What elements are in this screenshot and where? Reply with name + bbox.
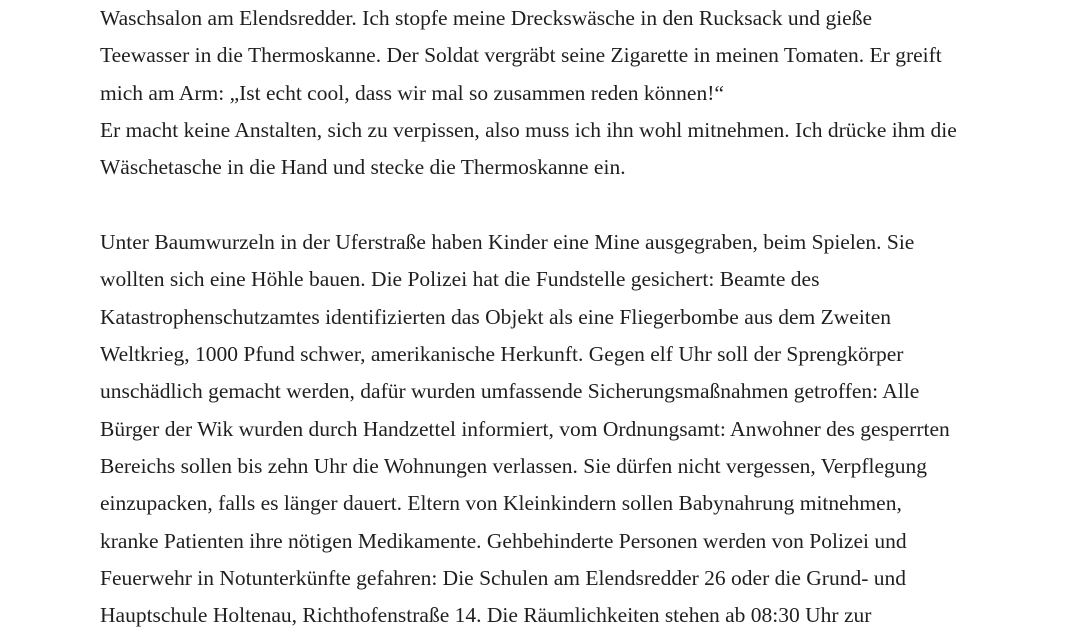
text-line: Weltkrieg, 1000 Pfund schwer, amerikanische Herkunft. Gegen elf Uhr soll der Sprengkörper — [100, 341, 904, 366]
text-line: unschädlich gemacht werden, dafür wurden umfassende Sicherungsmaßnahmen getroffen: Alle — [100, 379, 920, 404]
text-line: Bereichs sollen bis zehn Uhr die Wohnungen verlassen. Sie dürfen nicht vergessen, Verpflegung — [100, 453, 928, 478]
text-line: mich am Arm: „Ist echt cool, dass wir mal so zusammen reden können!“ — [100, 80, 724, 105]
text-line: Wäschetasche in die Hand und stecke die Thermoskanne ein. — [100, 155, 626, 180]
paragraph-2 — [100, 224, 1070, 635]
text-line: Hauptschule Holtenau, Richthofenstraße 14. Die Räumlichkeiten stehen ab 08:30 Uhr zur — [100, 603, 872, 628]
text-line: Bürger der Wik wurden durch Handzettel informiert, vom Ordnungsamt: Anwohner des gesperrten — [100, 416, 950, 441]
text-line: einzupacken, falls es länger dauert. Eltern von Kleinkindern sollen Babynahrung mitnehmen, — [100, 491, 902, 516]
paragraph-1 — [100, 0, 1070, 187]
text-line: wollten sich eine Höhle bauen. Die Polizei hat die Fundstelle gesichert: Beamte des — [100, 267, 820, 292]
text-line: Er macht keine Anstalten, sich zu verpissen, also muss ich ihn wohl mitnehmen. Ich drücke ihm die — [100, 117, 957, 142]
text-line: Waschsalon am Elendsredder. Ich stopfe meine Dreckswäsche in den Rucksack und gieße — [100, 6, 873, 30]
paragraph-gap — [100, 187, 1070, 224]
text-line: Feuerwehr in Notunterkünfte gefahren: Die Schulen am Elendsredder 26 oder die Grund- und — [100, 565, 906, 590]
text-line: Katastrophenschutzamtes identifizierten das Objekt als eine Fliegerbombe aus dem Zweiten — [100, 304, 892, 329]
text-line: kranke Patienten ihre nötigen Medikamente. Gehbehinderte Personen werden von Polizei und — [100, 528, 907, 553]
text-line: Unter Baumwurzeln in der Uferstraße haben Kinder eine Mine ausgegraben, beim Spielen. Sie — [100, 229, 915, 254]
text-line: Teewasser in die Thermoskanne. Der Soldat vergräbt seine Zigarette in meinen Tomaten. Er greift — [100, 43, 942, 68]
